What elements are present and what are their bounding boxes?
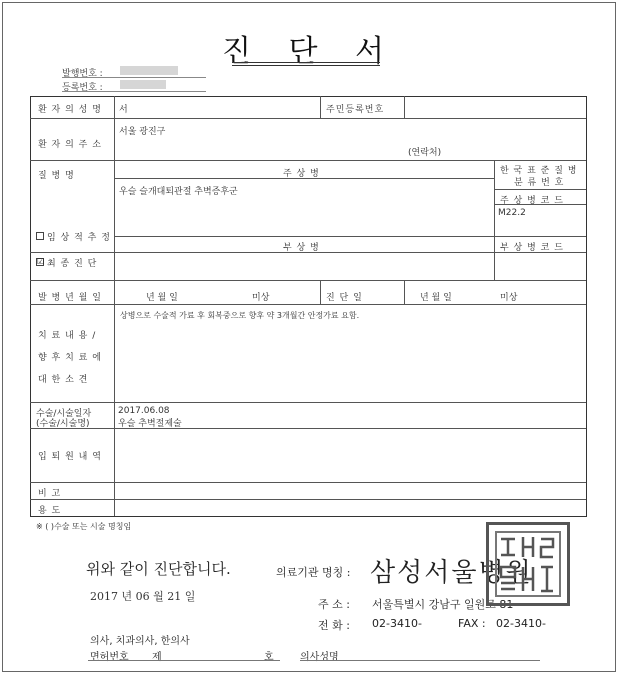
phone-label: 전 화 :: [318, 619, 350, 632]
usage-label: 용 도: [38, 506, 62, 516]
treatment-label-1: 치 료 내 용 /: [38, 331, 97, 341]
address-value: 서울특별시 강남구 일원로 81: [372, 598, 514, 611]
main-header-line: [114, 178, 494, 179]
registration-number-label: 등록번호 :: [62, 83, 103, 93]
surgery-footnote: ※ ( )수술 또는 시술 명칭임: [36, 522, 132, 531]
table-bottom-border: [30, 516, 586, 517]
surgery-label-1: 수술/시술일자: [36, 409, 92, 419]
contact-label: (연락처): [408, 148, 442, 158]
final-diagnosis-checkbox[interactable]: ☑: [37, 257, 45, 266]
diagnosis-date-label: 진 단 일: [326, 293, 363, 303]
onset-date-value: 년 월 일: [146, 293, 178, 303]
fax-value: 02-3410-: [496, 617, 546, 630]
seal-glyphs: [489, 525, 567, 603]
treatment-label-3: 대 한 소 견: [38, 375, 89, 385]
sub-disease-header: 부 상 병: [283, 243, 320, 253]
onset-date-note: 미상: [252, 293, 270, 303]
issue-underline: [62, 77, 206, 78]
admission-label: 입 퇴 원 내 역: [38, 452, 102, 462]
disease-label: 질 병 명: [38, 171, 75, 181]
row-3-line: [30, 280, 586, 281]
address-label: 주 소 :: [318, 598, 350, 611]
patient-name-value: 서: [119, 105, 128, 115]
row-5-line: [30, 402, 586, 403]
surgery-date: 2017.06.08: [118, 406, 170, 416]
official-seal: [486, 522, 570, 606]
onset-date-label: 발 병 년 월 일: [38, 293, 102, 303]
diag-date-divider-right: [404, 280, 405, 304]
surgery-name: 우슬 추벽절제술: [118, 419, 182, 429]
fax-label: FAX :: [458, 617, 486, 630]
license-suffix: 호: [264, 652, 274, 663]
remarks-label: 비 고: [38, 489, 62, 499]
main-code-header: 주 상 병 코 드: [500, 196, 564, 206]
issue-number-redacted: [120, 66, 178, 75]
kcd-header-line: [494, 189, 586, 190]
main-code-header-line: [494, 204, 586, 205]
title-underline: [232, 62, 380, 63]
diag-date-divider-left: [320, 280, 321, 304]
main-disease-header: 주 상 병: [283, 169, 320, 179]
kcd-header-2: 분 류 번 호: [514, 178, 565, 188]
row-8-line: [30, 499, 586, 500]
row-7-line: [30, 482, 586, 483]
license-underline: [88, 660, 280, 661]
diagnosis-date-value: 년 월 일: [420, 293, 452, 303]
sub-header-top-line: [114, 236, 586, 237]
clinical-estimate-label: 임 상 적 추 정: [47, 233, 111, 243]
surgery-label-2: (수술/시술명): [36, 419, 90, 429]
phone-value: 02-3410-: [372, 617, 422, 630]
license-label: 면허번호: [90, 652, 129, 663]
kcd-header-1: 한 국 표 준 질 병: [500, 166, 578, 176]
code-column-divider: [494, 160, 495, 280]
main-disease-value: 우슬 슬개대퇴관절 추벽증후군: [119, 187, 238, 197]
license-prefix: 제: [152, 652, 162, 663]
registration-number-redacted: [120, 80, 166, 89]
treatment-opinion: 상병으로 수술적 가료 후 회복중으로 향후 약 3개월간 안정가료 요함.: [120, 311, 360, 320]
row-4-line: [30, 304, 586, 305]
rrn-divider-left: [320, 96, 321, 118]
sub-code-header: 부 상 병 코 드: [500, 243, 564, 253]
patient-address-label: 환 자 의 주 소: [38, 140, 102, 150]
treatment-label-2: 향 후 치 료 에: [38, 353, 102, 363]
title-underline-2: [232, 65, 380, 66]
institution-name: 삼성서울병원: [370, 558, 533, 588]
registration-underline: [62, 91, 206, 92]
issue-number-label: 발행번호 :: [62, 69, 103, 79]
diagnosis-date-note: 미상: [500, 293, 518, 303]
row-2-line: [30, 160, 586, 161]
row-1-line: [30, 118, 586, 119]
document-title: 진 단 서: [221, 34, 398, 69]
certification-date: 2017 년 06 월 21 일: [90, 590, 196, 603]
rrn-divider-right: [404, 96, 405, 118]
doctor-types: 의사, 치과의사, 한의사: [90, 636, 190, 647]
doctor-name-label: 의사성명: [300, 652, 339, 663]
table-right-border: [586, 96, 587, 517]
patient-name-label: 환 자 의 성 명: [38, 105, 102, 115]
final-diagnosis-label: 최 종 진 단: [47, 259, 98, 269]
certification-statement: 위와 같이 진단합니다.: [86, 560, 231, 578]
patient-address-value: 서울 광진구: [119, 127, 166, 137]
rrn-label: 주민등록번호: [326, 105, 385, 115]
main-code-value: M22.2: [498, 208, 526, 218]
row-6-line: [30, 428, 586, 429]
sub-header-bottom-line: [30, 252, 586, 253]
clinical-estimate-checkbox[interactable]: [36, 232, 44, 240]
doctor-name-underline: [300, 660, 540, 661]
institution-label: 의료기관 명칭 :: [276, 566, 351, 579]
